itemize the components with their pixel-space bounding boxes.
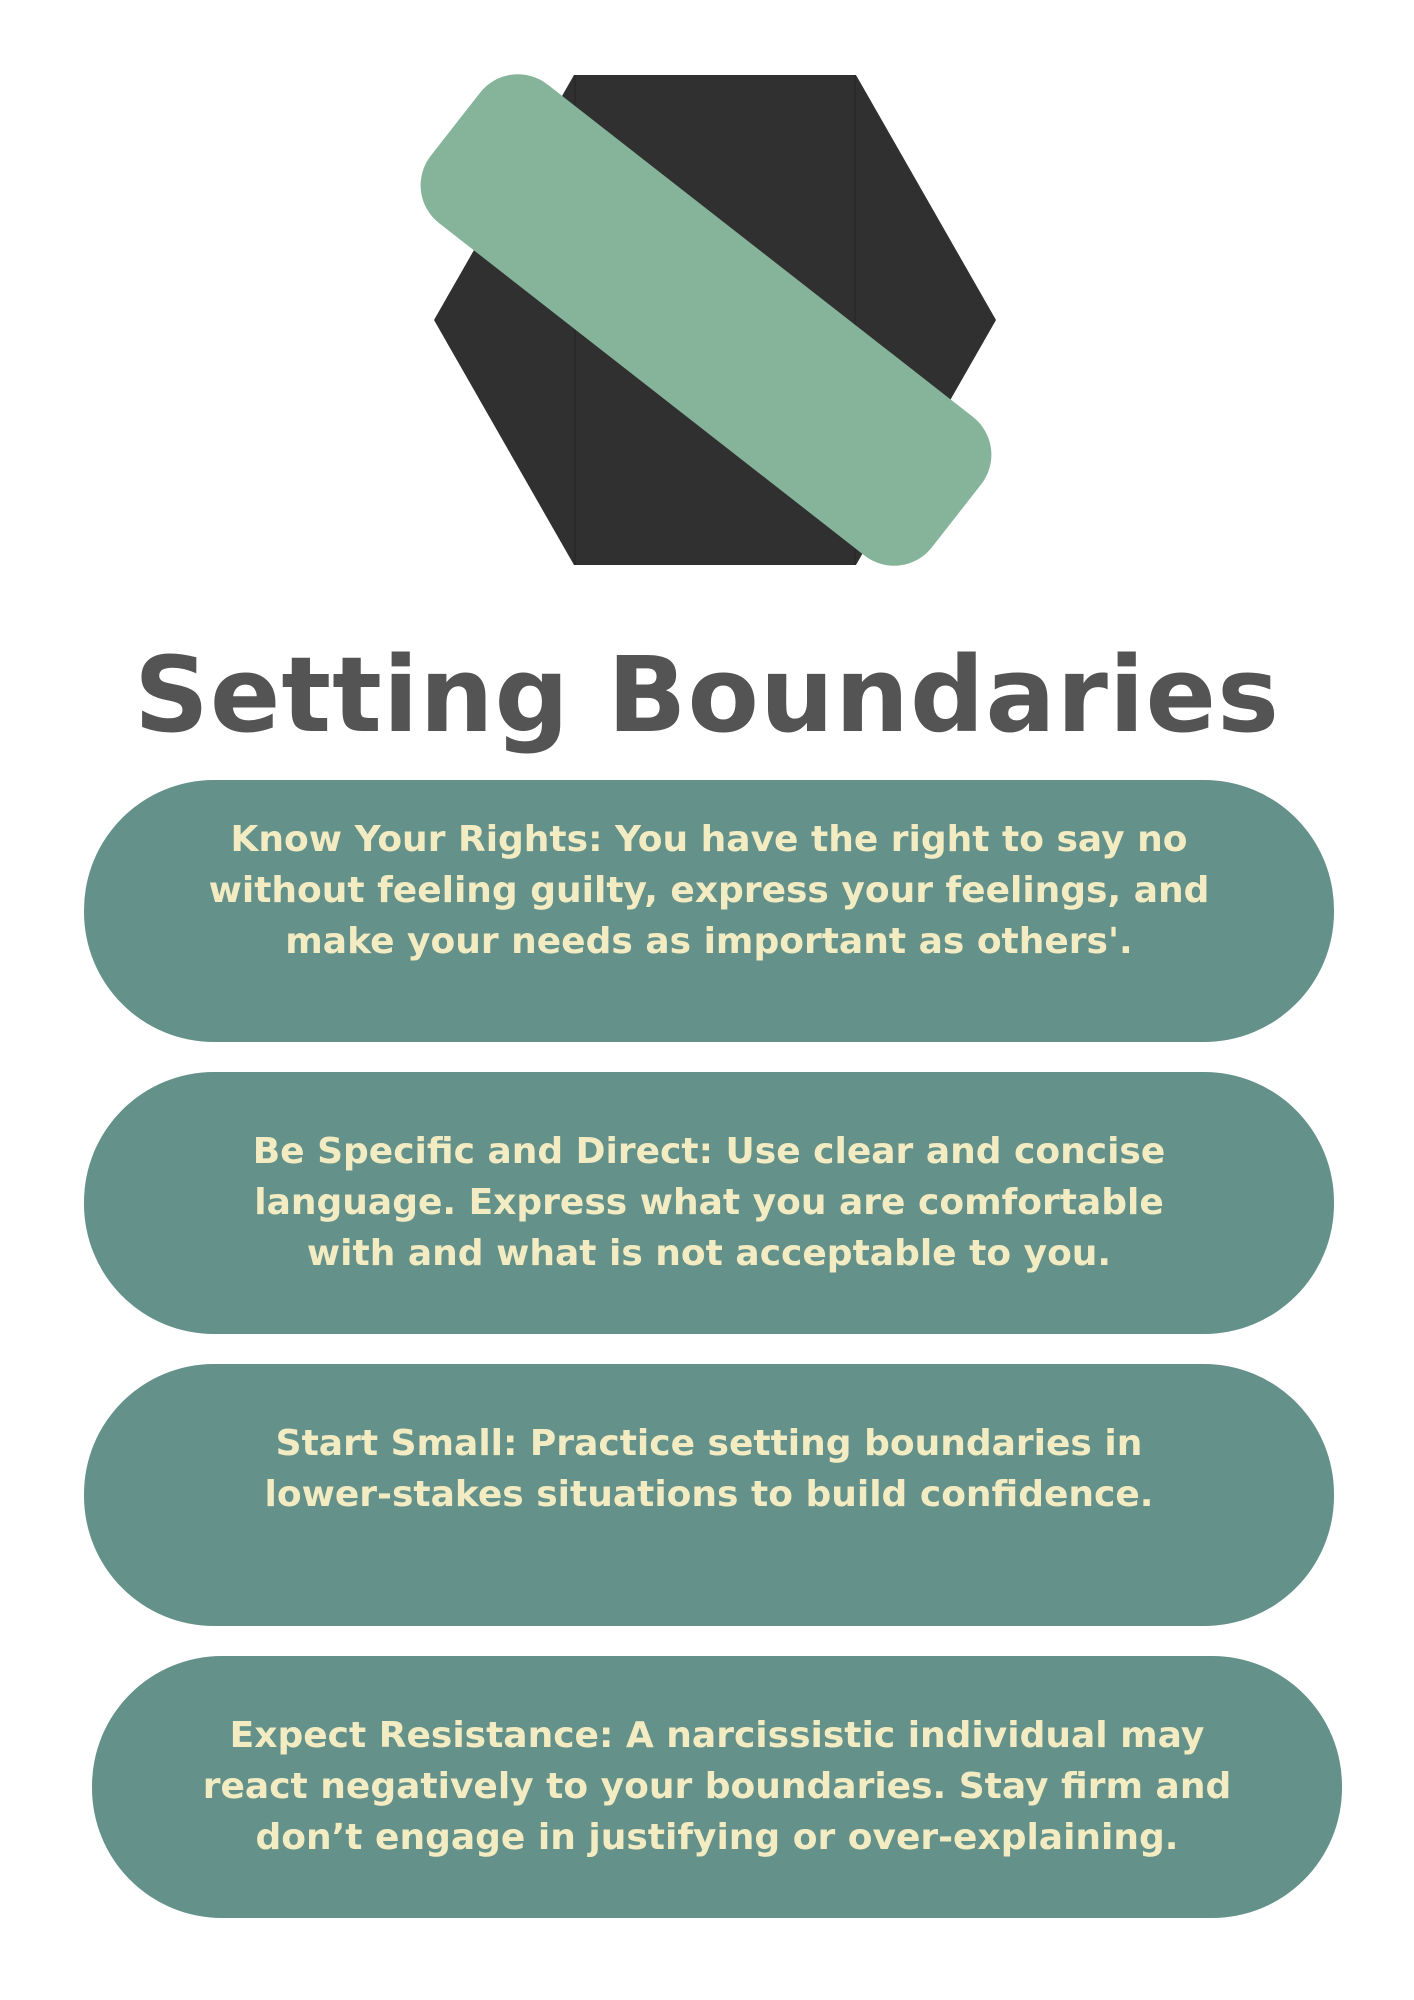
hexagon-band-logo-icon bbox=[390, 65, 1010, 585]
tip-card-start-small bbox=[84, 1364, 1334, 1626]
page-title: Setting Boundaries bbox=[133, 634, 1280, 756]
tip-text: Expect Resistance: A narcissistic individual may react negatively to your boundaries. Stay firm and don’t engage in justifying or over-explaining. bbox=[202, 1715, 1232, 1858]
tip-card-expect-resistance bbox=[92, 1656, 1342, 1918]
tip-text: Start Small: Practice setting boundaries in lower-stakes situations to build confidence. bbox=[264, 1423, 1154, 1515]
tip-card-know-your-rights bbox=[84, 780, 1334, 1042]
tip-card-be-specific bbox=[84, 1072, 1334, 1334]
tip-text: Be Specific and Direct: Use clear and concise language. Express what you are comfortable with and what is not acceptable to you. bbox=[252, 1131, 1166, 1274]
tip-text: Know Your Rights: You have the right to say no without feeling guilty, express your feelings, and make your needs as important as others'. bbox=[208, 819, 1210, 962]
